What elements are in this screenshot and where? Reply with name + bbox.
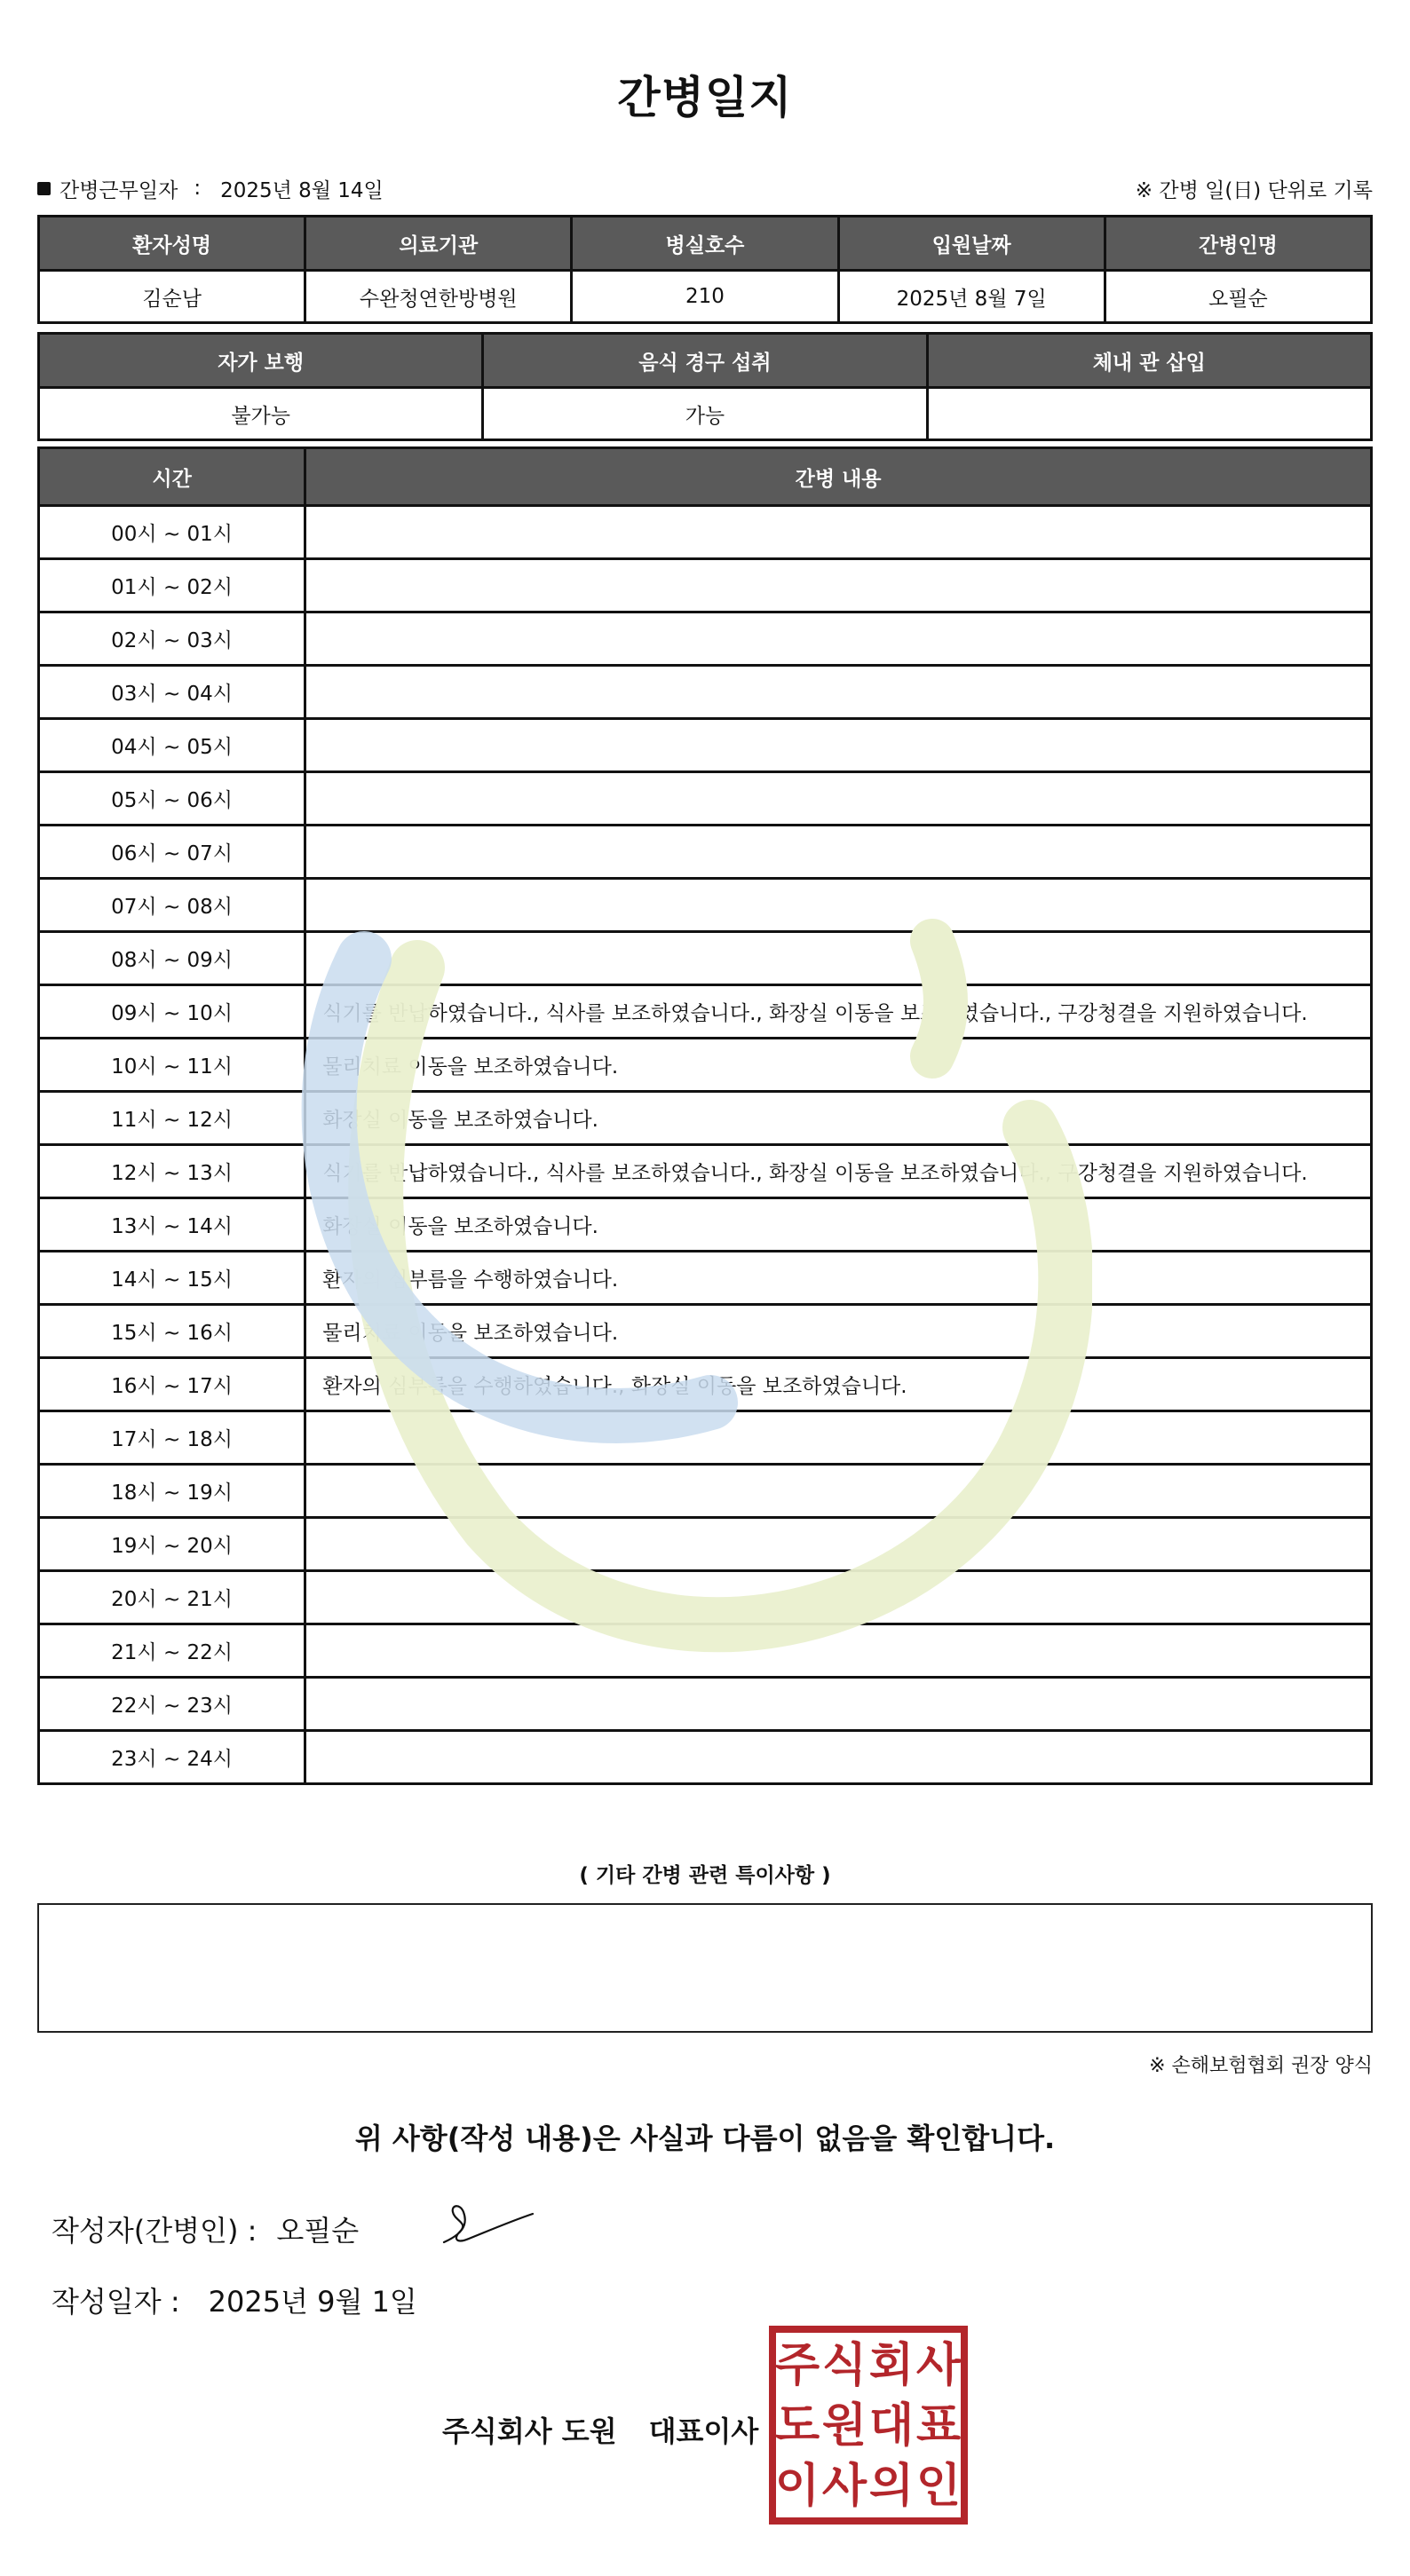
log-content: [305, 1518, 1372, 1571]
status-header-row: [39, 334, 1372, 388]
log-row: [39, 1571, 1372, 1624]
log-content: [305, 719, 1372, 772]
work-date-row: [37, 170, 1373, 206]
log-time: 18시 ~ 19시: [39, 1465, 305, 1518]
log-time: 06시 ~ 07시: [39, 826, 305, 879]
svg-text:표: 표: [915, 2399, 962, 2453]
log-time: 04시 ~ 05시: [39, 719, 305, 772]
confirm-statement: 위 사항(작성 내용)은 사실과 다름이 없음을 확인합니다.: [354, 2122, 1056, 2155]
log-time: 05시 ~ 06시: [39, 772, 305, 826]
log-time: 11시 ~ 12시: [39, 1092, 305, 1145]
status-value-row: [39, 388, 1372, 440]
svg-text:사: 사: [915, 2339, 962, 2392]
log-row: [39, 612, 1372, 666]
log-content: [305, 1411, 1372, 1465]
svg-text:도: 도: [774, 2399, 820, 2453]
oral-intake-value: 가능: [483, 388, 927, 440]
writer-label: 작성자(간병인) :: [51, 2214, 257, 2248]
log-time: 03시 ~ 04시: [39, 666, 305, 719]
caregiver-name: 오필순: [1105, 271, 1371, 323]
log-content: [305, 1624, 1372, 1678]
log-content: [305, 666, 1372, 719]
self-walking-value: 불가능: [39, 388, 483, 440]
log-content: [305, 932, 1372, 985]
write-date-label: 작성일자 :: [51, 2285, 180, 2319]
log-row: [39, 1145, 1372, 1198]
log-content: 화장실 이동을 보조하였습니다.: [305, 1198, 1372, 1252]
patient-info-header-row: [39, 217, 1372, 271]
log-row: [39, 772, 1372, 826]
svg-text:대: 대: [868, 2399, 915, 2453]
handwritten-signature-icon: [433, 2200, 540, 2253]
log-row: [39, 1039, 1372, 1092]
page-title: 간병일지: [617, 72, 793, 123]
log-content: 물리치료 이동을 보조하였습니다.: [305, 1305, 1372, 1358]
write-date-value: 2025년 9월 1일: [208, 2285, 417, 2319]
room-number: 210: [572, 271, 838, 323]
admission-date: 2025년 8월 7일: [838, 271, 1105, 323]
patient-status-table: [37, 332, 1373, 441]
log-row: [39, 1465, 1372, 1518]
log-content: [305, 1465, 1372, 1518]
log-row: [39, 1411, 1372, 1465]
svg-text:의: 의: [868, 2460, 915, 2513]
log-row: [39, 719, 1372, 772]
log-row: [39, 1092, 1372, 1145]
header-room-number: 병실호수: [572, 217, 838, 271]
unit-note: ※ 간병 일(日) 단위로 기록: [1135, 178, 1373, 202]
log-content: 환자의 심부름을 수행하였습니다.: [305, 1252, 1372, 1305]
header-patient-name: 환자성명: [39, 217, 305, 271]
company-row: [442, 2409, 758, 2450]
log-time: 10시 ~ 11시: [39, 1039, 305, 1092]
log-time: 16시 ~ 17시: [39, 1358, 305, 1411]
header-oral-intake: 음식 경구 섭취: [483, 334, 927, 388]
header-care-content: 간병 내용: [305, 448, 1372, 506]
svg-text:회: 회: [868, 2339, 915, 2392]
log-time: 14시 ~ 15시: [39, 1252, 305, 1305]
log-time: 21시 ~ 22시: [39, 1624, 305, 1678]
log-row: [39, 559, 1372, 612]
log-time: 23시 ~ 24시: [39, 1731, 305, 1784]
company-name: 주식회사 도원: [442, 2414, 617, 2448]
log-time: 13시 ~ 14시: [39, 1198, 305, 1252]
write-date-row: [51, 2280, 417, 2320]
header-tube-insertion: 체내 관 삽입: [927, 334, 1371, 388]
log-row: [39, 1624, 1372, 1678]
log-content: 식기를 반납하였습니다., 식사를 보조하였습니다., 화장실 이동을 보조하였습니다., 구강청결을 지원하였습니다.: [305, 985, 1372, 1039]
log-row: [39, 1252, 1372, 1305]
log-row: [39, 1731, 1372, 1784]
log-time: 15시 ~ 16시: [39, 1305, 305, 1358]
hospital-name: 수완청연한방병원: [305, 271, 572, 323]
log-content: [305, 1678, 1372, 1731]
log-row: [39, 666, 1372, 719]
work-date-colon: :: [194, 177, 202, 200]
log-content: 물리치료 이동을 보조하였습니다.: [305, 1039, 1372, 1092]
log-time: 07시 ~ 08시: [39, 879, 305, 932]
header-self-walking: 자가 보행: [39, 334, 483, 388]
log-time: 12시 ~ 13시: [39, 1145, 305, 1198]
svg-text:인: 인: [915, 2460, 962, 2513]
notes-title: ( 기타 간병 관련 특이사항 ): [579, 1864, 831, 1887]
tube-insertion-value: [927, 388, 1371, 440]
log-row: [39, 1198, 1372, 1252]
log-content: 식기를 반납하였습니다., 식사를 보조하였습니다., 화장실 이동을 보조하였습니다., 구강청결을 지원하였습니다.: [305, 1145, 1372, 1198]
log-time: 01시 ~ 02시: [39, 559, 305, 612]
recommend-note: ※ 손해보험협회 권장 양식: [1149, 2055, 1373, 2077]
log-content: [305, 1571, 1372, 1624]
log-time: 17시 ~ 18시: [39, 1411, 305, 1465]
log-time: 22시 ~ 23시: [39, 1678, 305, 1731]
hourly-care-log-table: [37, 446, 1373, 1785]
log-row: [39, 1518, 1372, 1571]
log-time: 19시 ~ 20시: [39, 1518, 305, 1571]
log-header-row: [39, 448, 1372, 506]
log-row: [39, 932, 1372, 985]
log-content: [305, 506, 1372, 559]
log-content: [305, 772, 1372, 826]
header-time: 시간: [39, 448, 305, 506]
log-row: [39, 1358, 1372, 1411]
work-date-label: 간병근무일자: [59, 178, 178, 202]
patient-info-value-row: [39, 271, 1372, 323]
writer-row: [51, 2209, 359, 2249]
writer-name: 오필순: [276, 2214, 360, 2248]
square-bullet-icon: [37, 182, 51, 195]
header-caregiver-name: 간병인명: [1105, 217, 1371, 271]
log-row: [39, 1305, 1372, 1358]
header-admission-date: 입원날짜: [838, 217, 1105, 271]
log-row: [39, 1678, 1372, 1731]
log-row: [39, 879, 1372, 932]
log-row: [39, 985, 1372, 1039]
ceo-title: 대표이사: [648, 2414, 759, 2448]
svg-text:이: 이: [774, 2460, 820, 2513]
log-content: 환자의 심부름을 수행하였습니다., 화장실 이동을 보조하였습니다.: [305, 1358, 1372, 1411]
log-row: [39, 506, 1372, 559]
special-notes-box: [37, 1903, 1373, 2033]
work-date-value: 2025년 8월 14일: [220, 178, 384, 202]
log-time: 02시 ~ 03시: [39, 612, 305, 666]
log-content: [305, 1731, 1372, 1784]
patient-info-table: [37, 215, 1373, 324]
patient-name: 김순남: [39, 271, 305, 323]
log-content: [305, 612, 1372, 666]
log-content: [305, 826, 1372, 879]
header-hospital: 의료기관: [305, 217, 572, 271]
log-time: 09시 ~ 10시: [39, 985, 305, 1039]
log-content: [305, 559, 1372, 612]
company-seal-stamp: [769, 2326, 968, 2525]
svg-text:주: 주: [774, 2339, 820, 2392]
log-row: [39, 826, 1372, 879]
svg-text:사: 사: [821, 2460, 867, 2513]
log-time: 20시 ~ 21시: [39, 1571, 305, 1624]
svg-text:식: 식: [821, 2339, 867, 2392]
log-content: [305, 879, 1372, 932]
log-time: 00시 ~ 01시: [39, 506, 305, 559]
log-time: 08시 ~ 09시: [39, 932, 305, 985]
svg-text:원: 원: [821, 2399, 867, 2453]
log-content: 화장실 이동을 보조하였습니다.: [305, 1092, 1372, 1145]
